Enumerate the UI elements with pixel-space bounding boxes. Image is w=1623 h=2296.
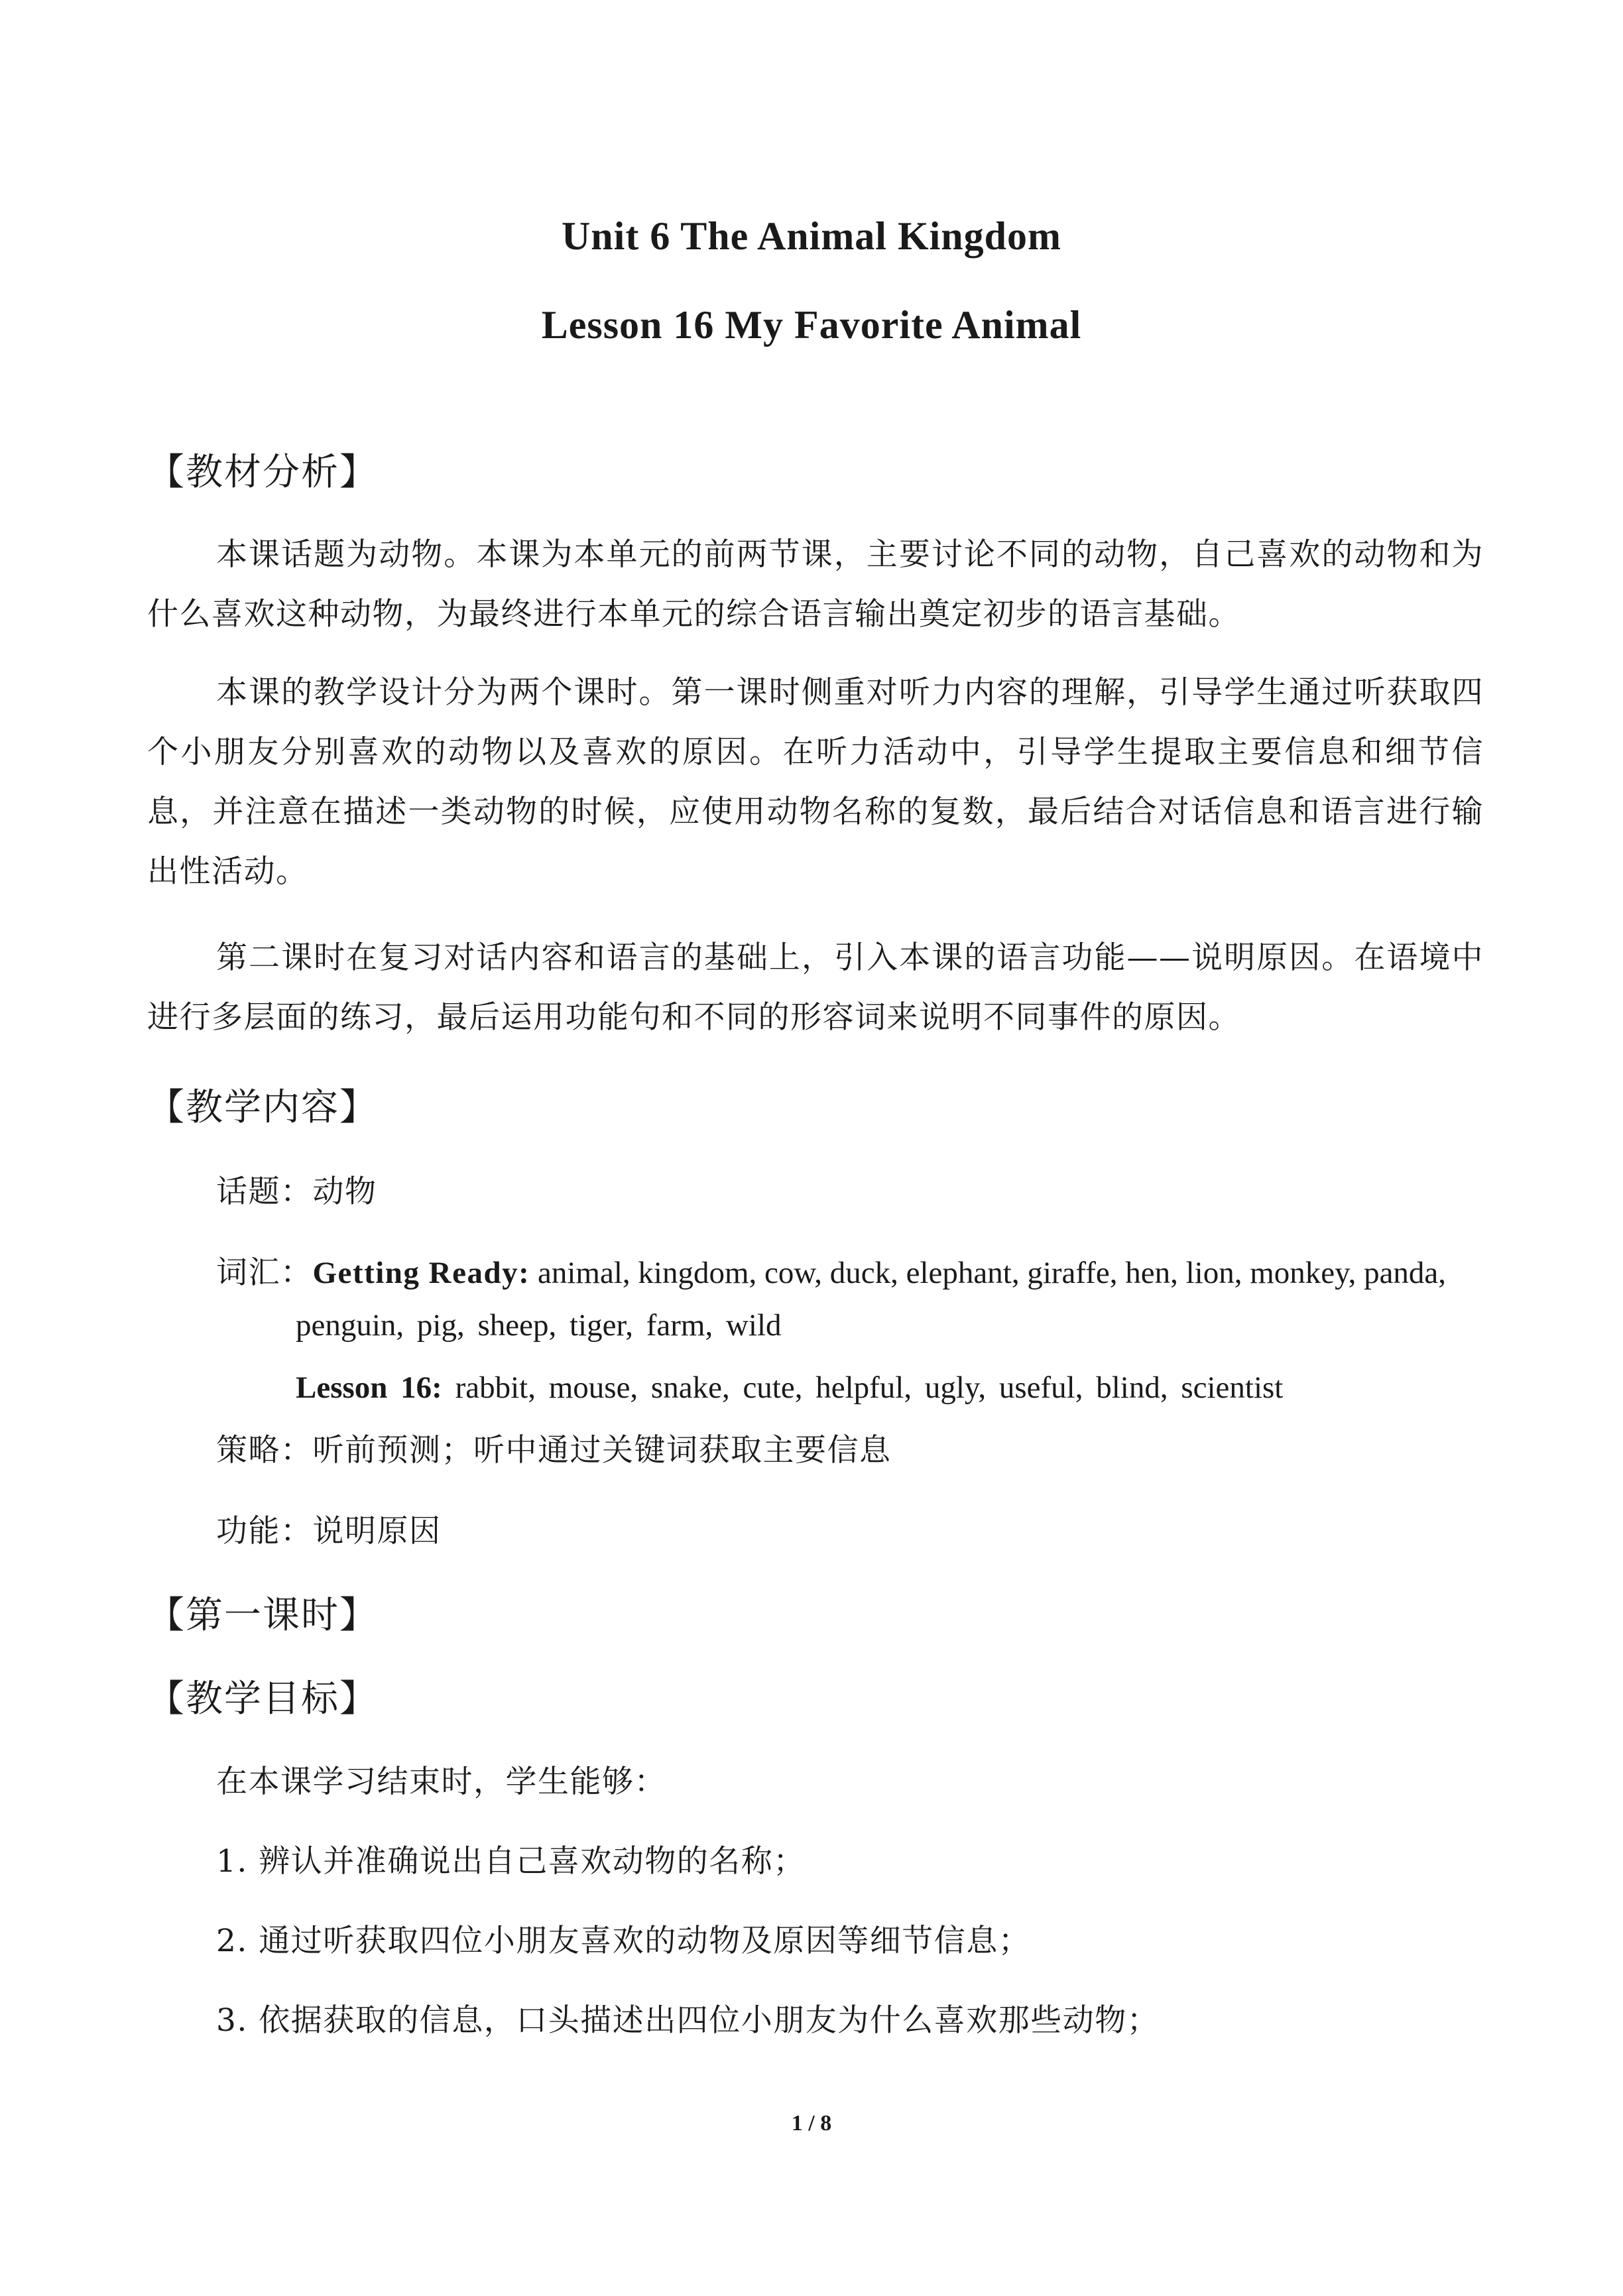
strategy-line: 策略：听前预测；听中通过关键词获取主要信息 (216, 1432, 892, 1469)
goal-item-1: 1. 辨认并准确说出自己喜欢动物的名称； (216, 1843, 806, 1880)
goal-item-2: 2. 通过听获取四位小朋友喜欢的动物及原因等细节信息； (216, 1923, 1031, 1959)
content-heading: 【教学内容】 (147, 1086, 378, 1129)
vocab-getting-ready-words-2: penguin, pig, sheep, tiger, farm, wild (296, 1308, 782, 1343)
analysis-paragraph-1: 本课话题为动物。本课为本单元的前两节课，主要讨论不同的动物，自己喜欢的动物和为什么喜欢这种动物，为最终进行本单元的综合语言输出奠定初步的语言基础。 (147, 536, 1484, 633)
vocab-getting-ready-label: Getting Ready: (312, 1256, 530, 1290)
first-period-heading: 【第一课时】 (147, 1594, 378, 1637)
vocab-label: 词汇： (216, 1254, 313, 1291)
function-line: 功能：说明原因 (216, 1513, 442, 1549)
page-number: 1 / 8 (791, 2111, 832, 2136)
analysis-paragraph-3: 第二课时在复习对话内容和语言的基础上，引入本课的语言功能——说明原因。在语境中进行多层面的练习，最后运用功能句和不同的形容词来说明不同事件的原因。 (147, 939, 1484, 1036)
vocab-getting-ready-words-1: animal, kingdom, cow, duck, elephant, giraffe, hen, lion, monkey, panda, (530, 1256, 1447, 1290)
goals-intro: 在本课学习结束时，学生能够： (216, 1764, 666, 1800)
vocab-lesson16-label: Lesson 16: (296, 1370, 442, 1405)
analysis-paragraph-2: 本课的教学设计分为两个课时。第一课时侧重对听力内容的理解，引导学生通过听获取四个小朋友分别喜欢的动物以及喜欢的原因。在听力活动中，引导学生提取主要信息和细节信息，并注意在描述一类动物的时候，应使用动物名称的复数，最后结合对话信息和语言进行输出性活动。 (147, 674, 1484, 890)
analysis-heading: 【教材分析】 (147, 451, 378, 494)
vocab-lesson16-words: rabbit, mouse, snake, cute, helpful, ugly, useful, blind, scientist (442, 1370, 1284, 1405)
vocab-lesson16-line (296, 1370, 1283, 1406)
lesson-title: Lesson 16 My Favorite Animal (541, 303, 1082, 347)
vocab-line-1 (216, 1248, 1446, 1292)
goals-heading: 【教学目标】 (147, 1677, 378, 1721)
topic-line: 话题：动物 (216, 1174, 377, 1210)
goal-item-3: 3. 依据获取的信息，口头描述出四位小朋友为什么喜欢那些动物； (216, 2002, 1160, 2039)
unit-title: Unit 6 The Animal Kingdom (561, 214, 1062, 258)
